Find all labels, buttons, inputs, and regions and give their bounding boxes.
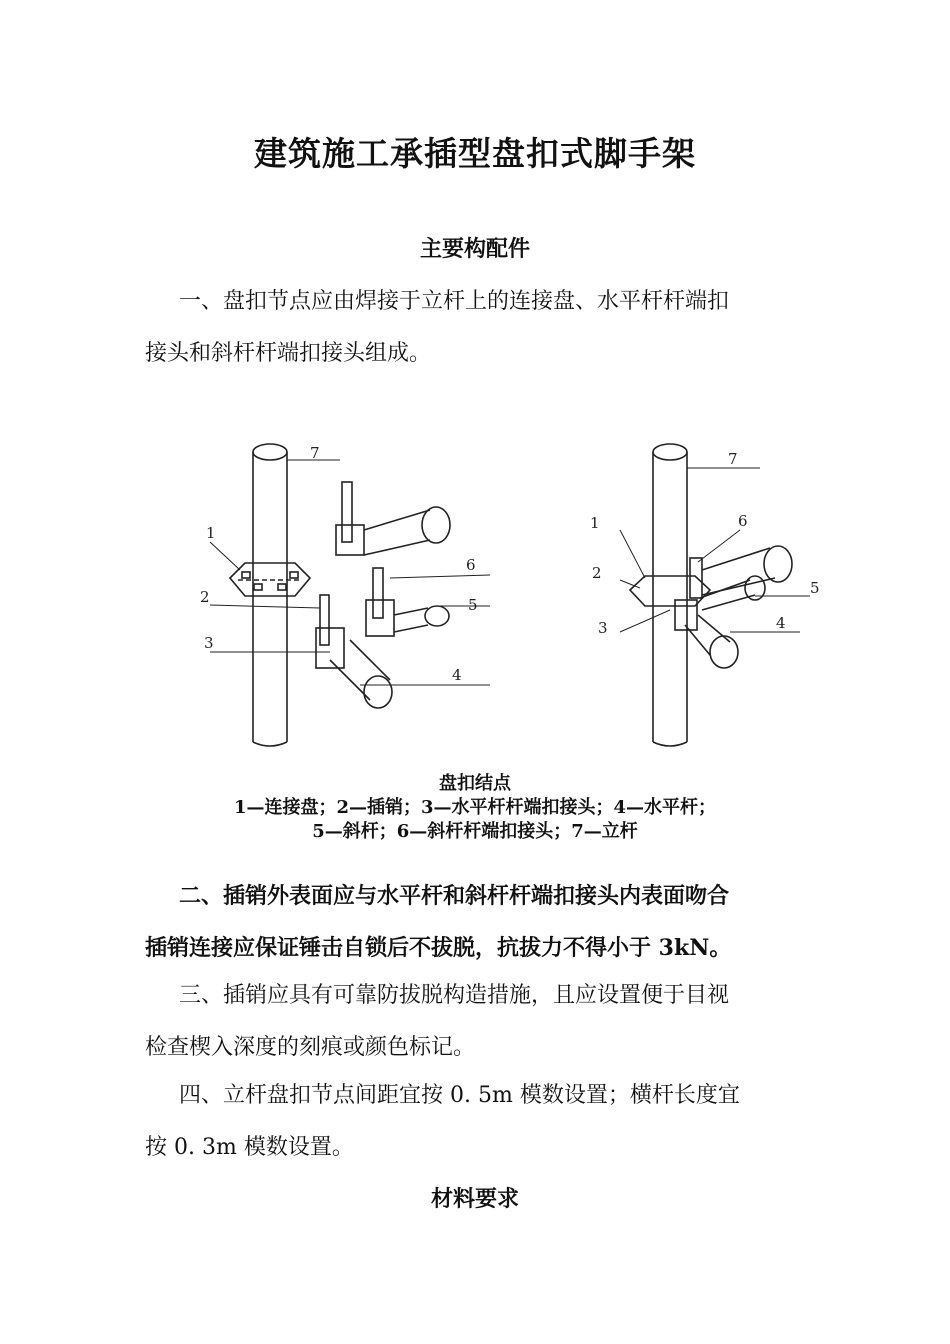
paragraph-1-line-1: 一、盘扣节点应由焊接于立杆上的连接盘、水平杆杆端扣 <box>179 289 730 314</box>
right-label-4: 4 <box>776 614 786 632</box>
left-joint-diagram <box>230 444 450 746</box>
paragraph-4 <box>145 1070 810 1174</box>
paragraph-2 <box>145 870 810 974</box>
left-label-3: 3 <box>204 634 214 652</box>
figure-caption-legend-2: 5—斜杆；6—斜杆杆端扣接头；7—立杆 <box>312 821 638 842</box>
paragraph-3-line-2: 检查楔入深度的刻痕或颜色标记。 <box>145 1035 476 1060</box>
figure-caption <box>0 772 950 844</box>
left-label-1: 1 <box>206 524 216 542</box>
paragraph-1-line-2: 接头和斜杆杆端扣接头组成。 <box>145 341 432 366</box>
right-label-7: 7 <box>728 450 738 468</box>
paragraph-3 <box>145 970 810 1074</box>
right-label-6: 6 <box>738 512 748 530</box>
figure-caption-title: 盘扣结点 <box>439 773 511 794</box>
paragraph-2-line-2: 插销连接应保证锤击自锁后不拔脱，抗拔力不得小于 3kN。 <box>145 935 732 961</box>
page-title: 建筑施工承插型盘扣式脚手架 <box>254 134 696 173</box>
left-label-7: 7 <box>310 444 320 462</box>
right-label-3: 3 <box>598 619 608 637</box>
section-heading-materials: 材料要求 <box>430 1186 519 1212</box>
section-heading-components: 主要构配件 <box>419 236 530 262</box>
right-label-1: 1 <box>590 514 600 532</box>
paragraph-2-line-1: 二、插销外表面应与水平杆和斜杆杆端扣接头内表面吻合 <box>179 883 730 909</box>
right-joint-diagram <box>630 444 792 746</box>
figure-caption-legend-1: 1—连接盘；2—插销；3—水平杆杆端扣接头；4—水平杆； <box>233 797 717 818</box>
left-label-6: 6 <box>466 556 476 574</box>
left-label-2: 2 <box>200 588 210 606</box>
paragraph-4-line-2: 按 0. 3m 模数设置。 <box>145 1135 354 1160</box>
left-label-4: 4 <box>452 666 462 684</box>
paragraph-1 <box>145 276 810 380</box>
right-label-5: 5 <box>810 579 820 597</box>
paragraph-4-line-1: 四、立杆盘扣节点间距宜按 0. 5m 模数设置；横杆长度宜 <box>179 1083 740 1108</box>
left-label-5: 5 <box>468 596 478 614</box>
paragraph-3-line-1: 三、插销应具有可靠防拔脱构造措施，且应设置便于目视 <box>179 983 730 1008</box>
joint-diagram-figure <box>150 430 850 770</box>
right-label-2: 2 <box>592 564 602 582</box>
leader-lines <box>210 460 810 685</box>
